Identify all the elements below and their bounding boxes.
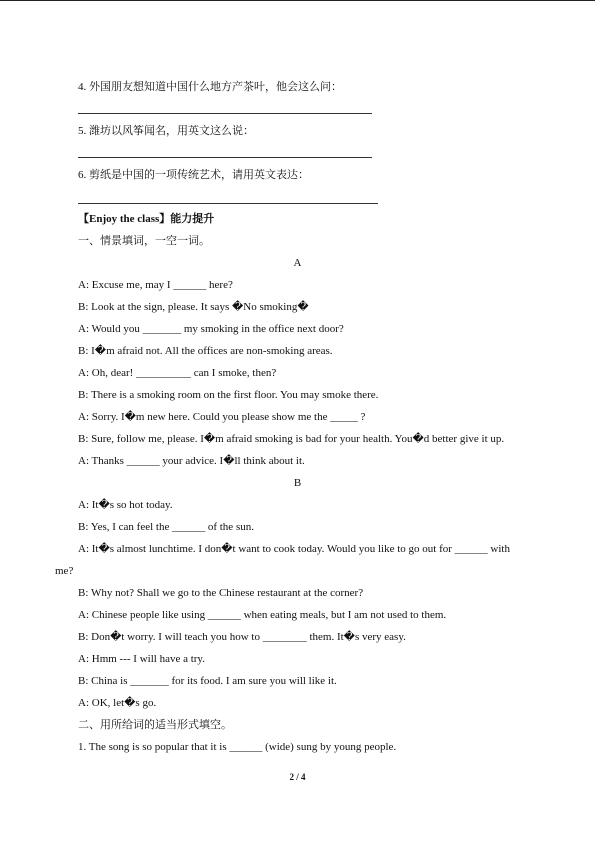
part2-title: 二、用所给词的适当形式填空。 [78,719,232,731]
dialogue-line: B: China is _______ for its food. I am sure you will like it. [78,675,337,687]
top-border [0,0,595,1]
dialogue-line: A: It�s almost lunchtime. I don�t want to cook today. Would you like to go out for ______ with [78,543,510,555]
dialogue-line: B: Why not? Shall we go to the Chinese restaurant at the corner? [78,587,364,599]
page-number: 2 / 4 [289,772,306,782]
dialogue-line: B: Sure, follow me, please. I�m afraid smoking is bad for your health. You�d better give it up. [78,433,505,445]
question-5: 5. 潍坊以风筝闻名，用英文这么说： [78,125,254,137]
dialogue-line: A: It�s so hot today. [78,499,173,511]
dialogue-line-continuation: me? [55,565,74,577]
part2-question-1: 1. The song is so popular that it is ______ (wide) sung by young people. [78,741,397,753]
section-heading: 【Enjoy the class】能力提升 [78,213,215,225]
dialogue-line: A: Chinese people like using ______ when eating meals, but I am not used to them. [78,609,447,621]
dialogue-line: A: Excuse me, may I ______ here? [78,279,233,291]
answer-line-4 [78,113,372,114]
dialogue-b-label: B [293,477,302,489]
dialogue-line: B: Yes, I can feel the ______ of the sun. [78,521,254,533]
dialogue-line: A: Sorry. I�m new here. Could you please show me the _____ ? [78,411,366,423]
dialogue-line: A: Thanks ______ your advice. I�ll think about it. [78,455,305,467]
dialogue-line: B: Don�t worry. I will teach you how to ________ them. It�s very easy. [78,631,406,643]
dialogue-line: A: Hmm --- I will have a try. [78,653,205,665]
part1-title: 一、情景填词，一空一词。 [78,235,210,247]
dialogue-line: B: Look at the sign, please. It says �No smoking� [78,301,309,313]
answer-line-6 [78,203,378,204]
dialogue-a-label: A [293,257,302,269]
dialogue-line: A: Oh, dear! __________ can I smoke, then? [78,367,277,379]
dialogue-line: B: There is a smoking room on the first floor. You may smoke there. [78,389,379,401]
dialogue-line: A: Would you _______ my smoking in the office next door? [78,323,344,335]
question-4: 4. 外国朋友想知道中国什么地方产茶叶，他会这么问： [78,81,342,93]
answer-line-5 [78,157,372,158]
dialogue-line: A: OK, let�s go. [78,697,157,709]
question-6: 6. 剪纸是中国的一项传统艺术，请用英文表达： [78,169,309,181]
dialogue-line: B: I�m afraid not. All the offices are non-smoking areas. [78,345,333,357]
